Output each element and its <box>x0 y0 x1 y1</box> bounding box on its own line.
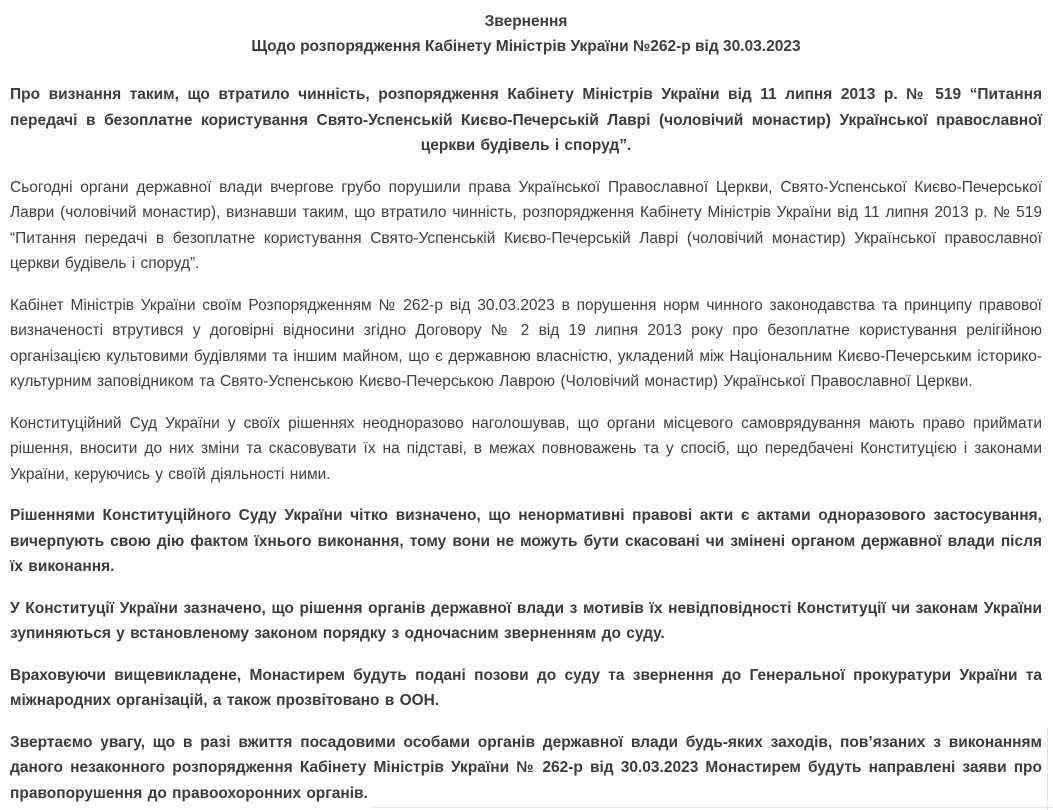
document-paragraph: Сьогодні органи державної влади вчергове грубо порушили права Української Православної Церкви, Свято-Успенської Києво-Печерської Лаври (чоловічий монастир), визнавши таким, що втратило чинність, розпорядження Кабінету Міністрів України від 11 липня 2013 р. № 519 “Питання передачі в безоплатне користування Свято-Успенській Києво-Печерській Лаврі (чоловічий монастир) Української православної церкви будівель і споруд”. <box>10 178 1042 272</box>
document-paragraph: Враховуючи вищевикладене, Монастирем будуть подані позови до суду та звернення до Генеральної прокуратури України та міжнародних організацій, а також прозвітовано в ООН. <box>10 666 1042 709</box>
right-divider-line <box>1047 727 1048 810</box>
document-paragraph: Конституційний Суд України у своїх рішеннях неодноразово наголошував, що органи місцевого самоврядування мають право приймати рішення, вносити до них зміни та скасовувати їх на підставі, в межах повноважень та у спосіб, що передбачені Конституцією і законами України, керуючись у своїй діяльності ними. <box>10 414 1042 483</box>
document-paragraph: Звертаємо увагу, що в разі вжиття посадовими особами органів державної влади будь-яких заходів, пов’язаних з виконанням даного незаконного розпорядження Кабінету Міністрів України № 262-р від 30.03.2023 Монастирем будуть направлені заяви про правопорушення до правоохоронних органів. <box>10 733 1042 802</box>
document-title: Звернення <box>484 13 568 30</box>
bottom-divider-line <box>371 807 1053 808</box>
document-paragraph: У Конституції України зазначено, що рішення органів державної влади з мотивів їх невідповідності Конституції чи законам України зупиняються у встановленому законом порядку з одночасним зверненням до суду. <box>10 599 1042 642</box>
document-subtitle: Щодо розпорядження Кабінету Міністрів України №262-р від 30.03.2023 <box>251 38 801 55</box>
document-paragraph: Кабінет Міністрів України своїм Розпорядженням № 262-р від 30.03.2023 в порушення норм чинного законодавства та принципу правової визначеності втрутився у договірні відносини згідно Договору № 2 від 19 липня 2013 року про безоплатне користування релігійною організацією культовими будівлями та іншим майном, що є державною власністю, укладений між Національним Києво-Печерським історико-культурним заповідником та Свято-Успенською Києво-Печерською Лаврою (Чоловічий монастир) Української Православної Церкви. <box>10 296 1042 390</box>
document-paragraph: Рішеннями Конституційного Суду України чітко визначено, що ненормативні правові акти є актами одноразового застосування, вичерпують свою дію фактом їхнього виконання, тому вони не можуть бути скасовані чи змінені органом державної влади після їх виконання. <box>10 507 1042 575</box>
paragraph-list <box>10 175 1042 807</box>
document-lead-paragraph: Про визнання таким, що втратило чинність, розпорядження Кабінету Міністрів України від 11 липня 2013 р. № 519 “Питання передачі в безоплатне користування Свято-Успенській Києво-Печерській Лаврі (чоловічий монастир) Української православної церкви будівель і споруд”. <box>10 86 1042 154</box>
